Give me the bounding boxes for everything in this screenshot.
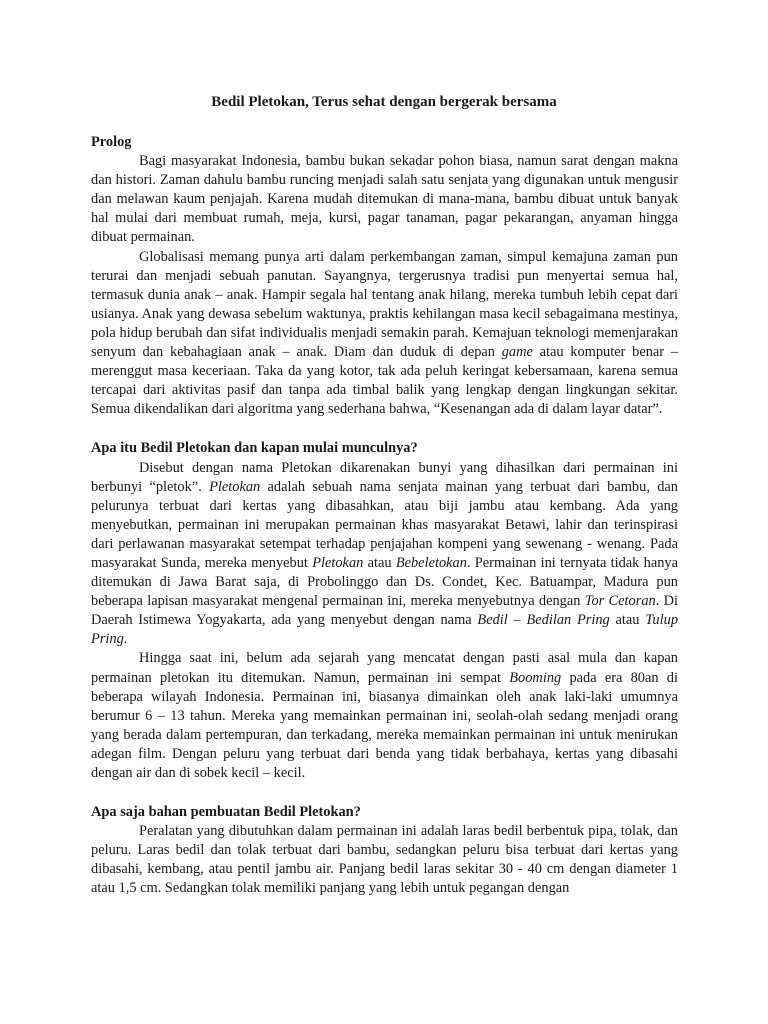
section-heading: Apa itu Bedil Pletokan dan kapan mulai munculnya? xyxy=(91,440,418,457)
document-title: Bedil Pletokan, Terus sehat dengan bergerak bersama xyxy=(211,94,557,110)
body-paragraph xyxy=(91,459,678,650)
body-paragraph xyxy=(91,152,678,247)
italic-term: Tulup Pring xyxy=(91,612,679,648)
section-heading: Apa saja bahan pembuatan Bedil Pletokan? xyxy=(91,804,361,821)
document-body xyxy=(91,133,678,899)
section-spacer xyxy=(91,783,678,803)
text-run: atau xyxy=(609,612,646,629)
italic-term: Pletokan xyxy=(312,554,364,571)
italic-term: Pletokan xyxy=(209,478,261,495)
text-run: pada era 80an di beberapa wilayah Indonesia. Permainan ini, biasanya dimainkan oleh anak laki-laki umumnya berumur 6 – 13 tahun. Mereka yang memainkan permainan ini, seolah-olah sedang menjadi orang yang berada dalam pertempuran, dan terkadang, mereka memainkan permainan ini untuk menirukan adegan film. Dengan peluru yang terbuat dari benda yang tidak berbahaya, kertas yang dibasahi dengan air dan di sobek kecil – kecil. xyxy=(91,669,679,781)
text-run: Bagi masyarakat Indonesia, bambu bukan sekadar pohon biasa, namun sarat dengan makna dan histori. Zaman dahulu bambu runcing menjadi salah satu senjata yang digunakan untuk mengusir dan melawan kaum penjajah. Karena mudah ditemukan di mana-mana, bambu dibuat untuk banyak hal mulai dari membuat rumah, meja, kursi, pagar tanaman, pagar pekarangan, anyaman hingga dibuat permainan. xyxy=(91,153,678,246)
section-heading: Prolog xyxy=(91,134,132,150)
text-run: atau komputer benar – merenggut masa keceriaan. Taka da yang kotor, tak ada peluh keringat kebersamaan, karena semua tercapai dari aktivitas pasif dan tanpa ada timbal balik yang lengkap dengan lingkungan sekitar. Semua dikendalikan dari algoritma yang sederhana bahwa, “Kesenangan ada di dalam layar datar”. xyxy=(91,344,678,418)
text-run: Globalisasi memang punya arti dalam perkembangan zaman, simpul kemajuna zaman pun terurai dan menjadi sebuah panutan. Sayangnya, tergerusnya tradisi pun menyertai semua hal, termasuk dunia anak – anak. Hampir segala hal tentang anak hilang, mereka tumbuh lebih cepat dari usianya. Anak yang dewasa sebelum waktunya, praktis kehilangan masa kecil sebagaimana mestinya, pola hidup berubah dan sifat individualis menjadi semakin parah. Kemajuan teknologi memenjarakan senyum dan kebahagiaan anak – anak. Diam dan duduk di depan xyxy=(91,248,678,361)
italic-term: game xyxy=(501,344,533,361)
text-run: atau xyxy=(363,554,396,571)
text-run: . xyxy=(123,631,128,648)
body-paragraph xyxy=(91,248,678,420)
italic-term: Bebeletokan xyxy=(395,554,467,571)
text-run: . Di Daerah Istimewa Yogyakarta, ada yang menyebut dengan nama xyxy=(91,593,679,629)
italic-term: Tor Cetoran xyxy=(584,593,656,610)
italic-term: Bedil – Bedilan Pring xyxy=(477,612,610,629)
text-run: Hingga saat ini, belum ada sejarah yang mencatat dengan pasti asal mula dan kapan permainan pletokan itu ditemukan. Namun, permainan ini sempat xyxy=(91,650,678,686)
body-paragraph xyxy=(91,822,678,898)
text-run: adalah sebuah nama senjata mainan yang terbuat dari bambu, dan pelurunya terbuat dari kertas yang dibasahkan, atau biji jambu atau kembang. Ada yang menyebutkan, permainan ini merupakan permainan khas masyarakat Betawi, lahir dan terinspirasi dari perlawanan masyarakat setempat terhadap penjajahan kompeni yang sewenang - wenang. Pada masyarakat Sunda, mereka menyebut xyxy=(91,478,678,571)
italic-term: Booming xyxy=(509,669,562,686)
section-spacer xyxy=(91,419,678,439)
text-run: Peralatan yang dibutuhkan dalam permainan ini adalah laras bedil berbentuk pipa, tolak, dan peluru. Laras bedil dan tolak terbuat dari bambu, sedangkan peluru bisa terbuat dari kertas yang dibasahi, kembang, atau pentil jambu air. Panjang bedil laras sekitar 30 - 40 cm dengan diameter 1 atau 1,5 cm. Sedangkan tolak memiliki panjang yang lebih untuk pegangan dengan xyxy=(91,823,678,897)
text-run: Disebut dengan nama Pletokan dikarenakan bunyi yang dihasilkan dari permainan ini berbunyi “pletok”. xyxy=(91,459,678,495)
text-run: . Permainan ini ternyata tidak hanya ditemukan di Jawa Barat saja, di Probolinggo dan Ds. Condet, Kec. Batuampar, Madura pun beberapa lapisan masyarakat mengenal permainan ini, mereka menyebutnya dengan xyxy=(91,554,678,610)
body-paragraph xyxy=(91,649,678,783)
